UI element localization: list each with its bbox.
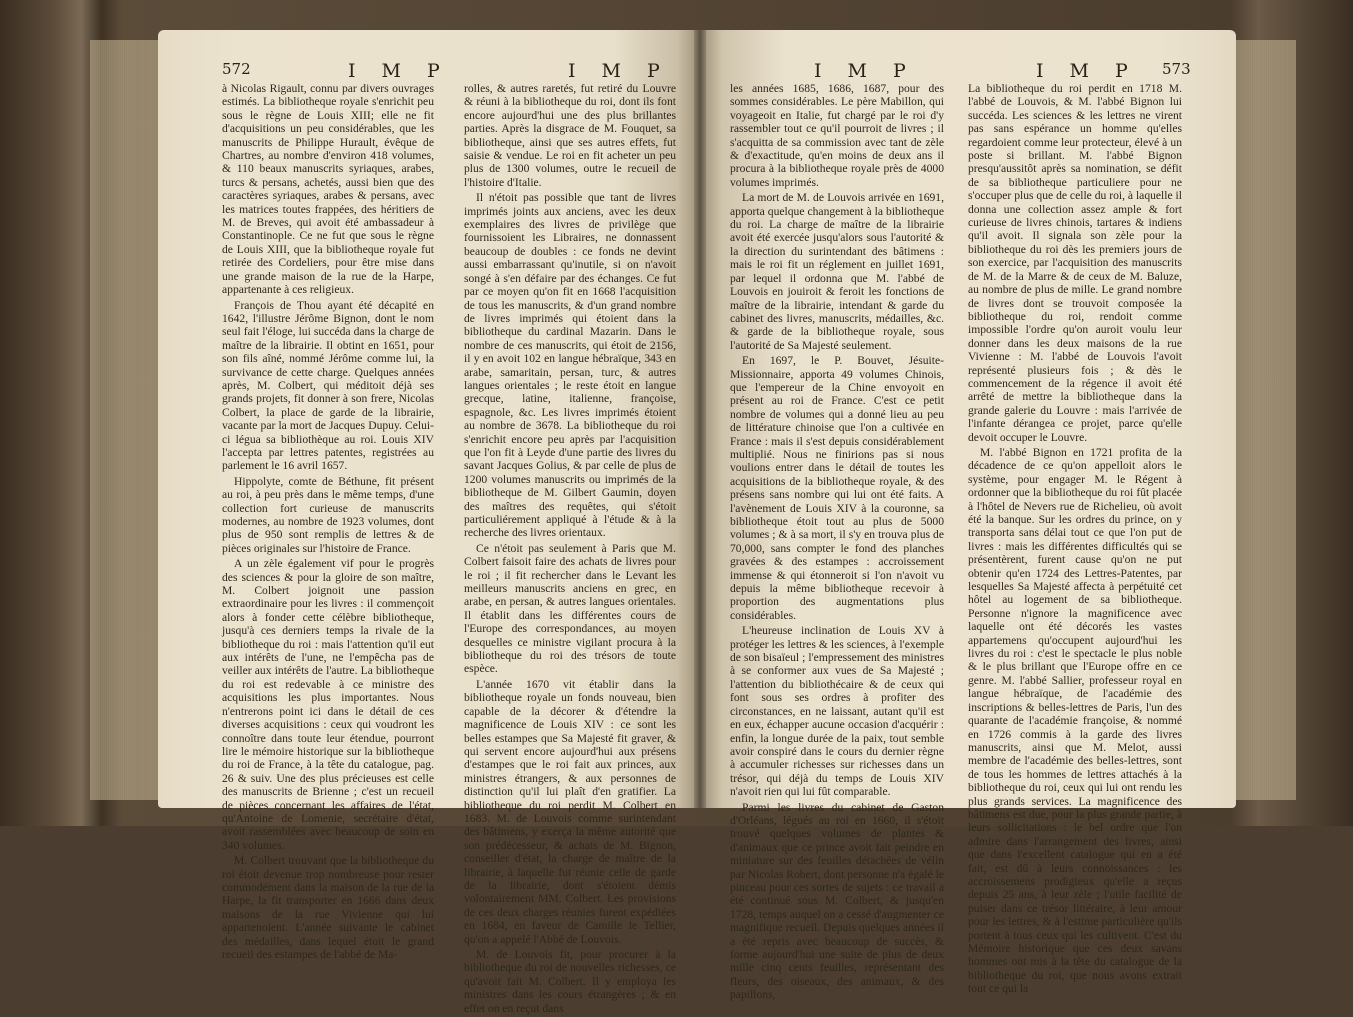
paragraph: à Nicolas Rigault, connu par divers ouvrages estimés. La bibliotheque royale s'enrichit peu sous le règne de Louis XIII; elle ne fit d'acquisitions un peu considérables, que les manuscrits de Philippe Hurault, évêque de Chartres, au nombre d'environ 418 volumes, & 110 beaux manuscrits syriaques, arabes, turcs & persans, achetés, aussi bien que des caractères syriaques, arabes & persans, avec les matrices toutes frappées, des héritiers de M. de Breves, qui avoit été ambassadeur à Constantinople. Ce ne fut que sous le règne de Louis XIII, que la bibliotheque royale fut retirée des Cordeliers, pour être mise dans une grande maison de la rue de la Harpe, appartenante à ces religieux. [222, 82, 434, 297]
left-page-number: 572 [222, 60, 251, 78]
left-page-edges [90, 40, 160, 800]
paragraph: M. l'abbé Bignon en 1721 profita de la décadence de ce qu'on appelloit alors le système, pour engager M. le Régent à ordonner que la bibliotheque du roi fût placée à l'hôtel de Nevers rue de Richelieu, où avoit été la banque. Sur les ordres du prince, on y transporta sans délai tout ce que l'on put de livres : mais les différentes difficultés qui se présentèrent, furent cause qu'on ne put obtenir qu'en 1724 des Lettres-Patentes, par lesquelles Sa Majesté affecta à perpétuité cet hôtel au logement de sa bibliotheque. Personne n'ignore la magnificence avec laquelle ont été décorés les vastes appartemens qu'occupent aujourd'hui les livres du roi : c'est le spectacle le plus noble & le plus brillant que l'Europe offre en ce genre. M. l'abbé Sallier, professeur royal en langue hébraïque, de l'académie des inscriptions & belles-lettres de Paris, l'un des quarante de l'académie françoise, & nommé en 1726 commis à la garde des livres manuscrits, ainsi que M. Melot, aussi membre de l'académie des belles-lettres, sont de tous les hommes de lettres attachés à la bibliotheque du roi, ceux qui lui ont rendu les plus grands services. La magnificence des bâtimens est due, pour la plus grande partie, à leurs sollicitations : le bel ordre que l'on admire dans l'arrangement des livres, ainsi que dans l'excellent catalogue qui en a été fait, est dû à leurs connoissances : les accroissemens prodigieux qu'elle a reçus depuis 25 ans, à leur zèle ; l'utile facilité de puiser dans ce trésor littéraire, à leur amour pour les lettres, & à l'estime particulière qu'ils portent à tous ceux qui les cultivent. C'est du Mémoire historique que ces deux savans hommes ont mis à la tête du catalogue de la bibliotheque du roi, que nous avons extrait tout ce qui la [968, 445, 1182, 996]
paragraph: Hippolyte, comte de Béthune, fit présent au roi, à peu près dans le même temps, d'une collection fort curieuse de manuscrits modernes, au nombre de 1923 volumes, dont plus de 950 sont remplis de lettres & de pièces originales sur l'histoire de France. [222, 474, 434, 555]
right-page-number: 573 [1162, 60, 1191, 78]
right-page-edges [1236, 40, 1296, 800]
paragraph: La bibliotheque du roi perdit en 1718 M. l'abbé de Louvois, & M. l'abbé Bignon lui succéda. Les sciences & les lettres ne virent pas sans espérance un homme qu'elles regardoient comme leur protecteur, élevé à un poste si brillant. M. l'abbé Bignon presqu'aussitôt après sa nomination, se défit de sa bibliotheque particuliere pour ne s'occuper plus que de celle du roi, à laquelle il donna une collection assez ample & fort curieuse de livres chinois, tartares & indiens qu'il avoit. Il signala son zèle pour la bibliotheque du roi dès les premiers jours de son exercice, par l'acquisition des manuscrits de M. de la Marre & de ceux de M. Baluze, au nombre de plus de mille. Le grand nombre de livres dont se trouvoit composée la bibliotheque du roi, rendoit comme impossible l'ordre qu'on auroit voulu leur donner dans les deux maisons de la rue Vivienne : M. l'abbé de Louvois l'avoit représenté plusieurs fois ; & dès le commencement de la régence il avoit été arrêté de mettre la bibliotheque dans la grande galerie du Louvre : mais l'arrivée de l'infante dérangea ce projet, parce qu'elle devoit occuper le Louvre. [968, 82, 1182, 444]
right-column-1 [730, 82, 944, 1004]
paragraph: La mort de M. de Louvois arrivée en 1691, apporta quelque changement à la bibliotheque du roi. La charge de maître de la librairie avoit été exercée jusqu'alors sous l'autorité & la direction du surintendant des bâtimens : mais le roi fit un réglement en juillet 1691, par lequel il ordonna que M. l'abbé de Louvois en jouiroit & feroit les fonctions de maître de la librairie, intendant & garde du cabinet des livres, manuscrits, médailles, &c. & garde de la bibliotheque royale, sous l'autorité de Sa Majesté seulement. [730, 191, 944, 352]
paragraph: L'année 1670 vit établir dans la bibliotheque royale un fonds nouveau, bien capable de la décorer & d'étendre la magnificence de Louis XIV : ce sont les belles estampes que Sa Majesté fit graver, & qui servent encore aujourd'hui aux présens d'estampes que le roi fait aux princes, aux ministres étrangers, & aux personnes de distinction qu'il lui plaît d'en gratifier. La bibliotheque du roi perdit M. Colbert en 1683. M. de Louvois comme surintendant des bâtimens, y exerça la même autorité que son prédécesseur, & achats de M. Bignon, conseiller d'état, la charge de maître de la librairie, à laquelle fut réunie celle de garde de la librairie, dont s'étoient démis volontairement MM. Colbert. Les provisions de ces deux charges réunies furent expédiées en 1684, en faveur de Camille le Tellier, qu'on a appelé l'Abbé de Louvois. [464, 677, 676, 946]
right-running-head-1: I M P [814, 60, 916, 82]
paragraph: A un zèle également vif pour le progrès des sciences & pour la gloire de son maître, M. Colbert joignoit une passion extraordinaire pour les livres : il commençoit alors à fonder cette célèbre bibliotheque, jusqu'à ces derniers temps la rivale de la bibliotheque du roi : mais l'attention qu'il eut aux intérêts de l'une, ne l'empêcha pas de veiller aux intérêts de l'autre. La bibliotheque du roi est redevable à ce ministre des acquisitions les plus importantes. Nous n'entrerons point ici dans le détail de ces diverses acquisitions : ceux qui voudront les connoître dans toute leur étendue, pourront lire le mémoire historique sur la bibliotheque du roi de France, à la tête du catalogue, pag. 26 & suiv. Une des plus précieuses est celle des manuscrits de Brienne ; c'est un recueil de pièces concernant les affaires de l'état, qu'Antoine de Lomenie, secrétaire d'état, avoit rassemblées avec beaucoup de soin en 340 volumes. [222, 557, 434, 852]
paragraph: les années 1685, 1686, 1687, pour des sommes considérables. Le père Mabillon, qui voyageoit en Italie, fut chargé par le roi d'y rassembler tout ce qu'il pourroit de livres ; il s'acquitta de sa commission avec tant de zèle & d'exactitude, qu'en moins de deux ans il procura à la bibliotheque royale près de 4000 volumes imprimés. [730, 82, 944, 189]
left-column-2 [464, 82, 676, 1017]
paragraph: M. Colbert trouvant que la bibliotheque du roi étoit devenue trop nombreuse pour rester commodément dans la maison de la rue de la Harpe, la fit transporter en 1666 dans deux maisons de la rue Vivienne qui lui appartenoient. L'année suivante le cabinet des médailles, dans lequel étoit le grand recueil des estampes de l'abbé de Ma- [222, 854, 434, 961]
paragraph: rolles, & autres raretés, fut retiré du Louvre & réuni à la bibliotheque du roi, dont ils font encore aujourd'hui une des plus brillantes parties. Après la disgrace de M. Fouquet, sa bibliotheque, ainsi que ses autres effets, fut saisie & vendue. Le roi en fit acheter un peu plus de 1300 volumes, outre le recueil de l'histoire d'Italie. [464, 82, 676, 189]
left-running-head-1: I M P [348, 60, 450, 82]
paragraph: Ce n'étoit pas seulement à Paris que M. Colbert faisoit faire des achats de livres pour le roi ; il fit rechercher dans le Levant les meilleurs manuscrits anciens en grec, en arabe, en persan, & autres langues orientales. Il établit dans les différentes cours de l'Europe des correspondances, au moyen desquelles ce ministre vigilant procura à la bibliotheque du roi des trésors de toute espèce. [464, 541, 676, 676]
right-page [706, 30, 1236, 1002]
left-column-1 [222, 82, 434, 963]
paragraph: M. de Louvois fit, pour procurer à la bibliotheque du roi de nouvelles richesses, ce qu'avoit fait M. Colbert. Il y employa les ministres dans les cours étrangères ; & en effet on en reçut dans [464, 948, 676, 1015]
book-gutter [694, 30, 706, 808]
paragraph: Il n'étoit pas possible que tant de livres imprimés joints aux anciens, avec les deux exemplaires des livres de privilège que fournissoient les Libraires, ne donnassent beaucoup de doubles : ce fonds ne devint aussi embarrassant qu'inutile, si on n'avoit songé à s'en défaire par des échanges. Ce fut par ce moyen qu'on fit en 1668 l'acquisition de tous les manuscrits, & d'un grand nombre de livres imprimés qui étoient dans la bibliotheque du cardinal Mazarin. Dans le nombre de ces manuscrits, qui étoit de 2156, il y en avoit 102 en langue hébraïque, 343 en arabe, samaritain, persan, turc, & autres langues orientales ; le reste étoit en langue grecque, latine, italienne, françoise, espagnole, &c. Les livres imprimés étoient au nombre de 3678. La bibliotheque du roi s'enrichit encore peu après par l'acquisition que l'on fit à Leyde d'une partie des livres du savant Jacques Golius, & par celle de plus de 1200 volumes manuscrits ou imprimés de la bibliotheque de M. Gilbert Gaumin, doyen des maîtres des requêtes, qui s'étoit particuliérement appliqué à l'étude & à la recherche des livres orientaux. [464, 191, 676, 540]
paragraph: Parmi les livres du cabinet de Gaston d'Orléans, légués au roi en 1660, il s'étoit trouvé quelques volumes de plantes & d'animaux que ce prince avoit fait peindre en miniature sur des feuilles détachées de vélin par Nicolas Robert, dont personne n'a égalé le pinceau pour ces sortes de sujets : ce travail a été continué sous M. Colbert, & jusqu'en 1728, temps auquel on a cessé d'augmenter ce magnifique recueil. Depuis quelques années il a été repris avec beaucoup de succès, & forme aujourd'hui une suite de plus de deux mille cinq cents feuilles, représentant des fleurs, des oiseaux, des animaux, & des papillons, [730, 800, 944, 1002]
left-running-head-2: I M P [568, 60, 670, 82]
paragraph: En 1697, le P. Bouvet, Jésuite-Missionnaire, apporta 49 volumes Chinois, que l'empereur de la Chine envoyoit en présent au roi de France. C'est ce petit nombre de volumes qui a donné lieu au peu de littérature chinoise que l'on a cultivée en France : mais il s'est depuis considérablement multiplié. Nous ne finirions pas si nous voulions entrer dans le détail de toutes les acquisitions de la bibliotheque royale, & des présens sans nombre qui lui ont été faits. A l'avènement de Louis XIV à la couronne, sa bibliotheque étoit tout au plus de 5000 volumes ; & à sa mort, il s'y en trouva plus de 70,000, sans compter le fond des planches gravées & des estampes : accroissement immense & qui étonneroit si l'on n'avoit vu depuis la même bibliotheque recevoir à proportion des augmentations plus considérables. [730, 354, 944, 622]
left-page [158, 30, 694, 1015]
paragraph: François de Thou ayant été décapité en 1642, l'illustre Jérôme Bignon, dont le nom seul fait l'éloge, lui succéda dans la charge de maître de la librairie. Il obtint en 1651, pour son fils aîné, nommé Jérôme comme lui, la survivance de cette charge. Quelques années après, M. Colbert, qui méditoit déjà ses grands projets, fit donner à son frere, Nicolas Colbert, la place de garde de la librairie, vacante par la mort de Jacques Dupuy. Celui-ci légua sa bibliothèque au roi. Louis XIV l'accepta par lettres patentes, registrées au parlement le 16 avril 1657. [222, 298, 434, 473]
right-running-head-2: I M P [1036, 60, 1138, 82]
paragraph: L'heureuse inclination de Louis XV à protéger les lettres & les sciences, à l'exemple de son bisaïeul ; l'empressement des ministres à se conformer aux vues de Sa Majesté ; l'attention du bibliothécaire & de ceux qui font sous ses ordres à profiter des circonstances, en ne laissant, autant qu'il est en eux, échapper aucune occasion d'acquérir : enfin, la longue durée de la paix, tout semble avoir conspiré dans le cours du dernier règne à accumuler richesses sur richesses dans un trésor, qui déjà du temps de Louis XIV n'avoit rien qui lui fût comparable. [730, 624, 944, 799]
right-column-2 [968, 82, 1182, 998]
